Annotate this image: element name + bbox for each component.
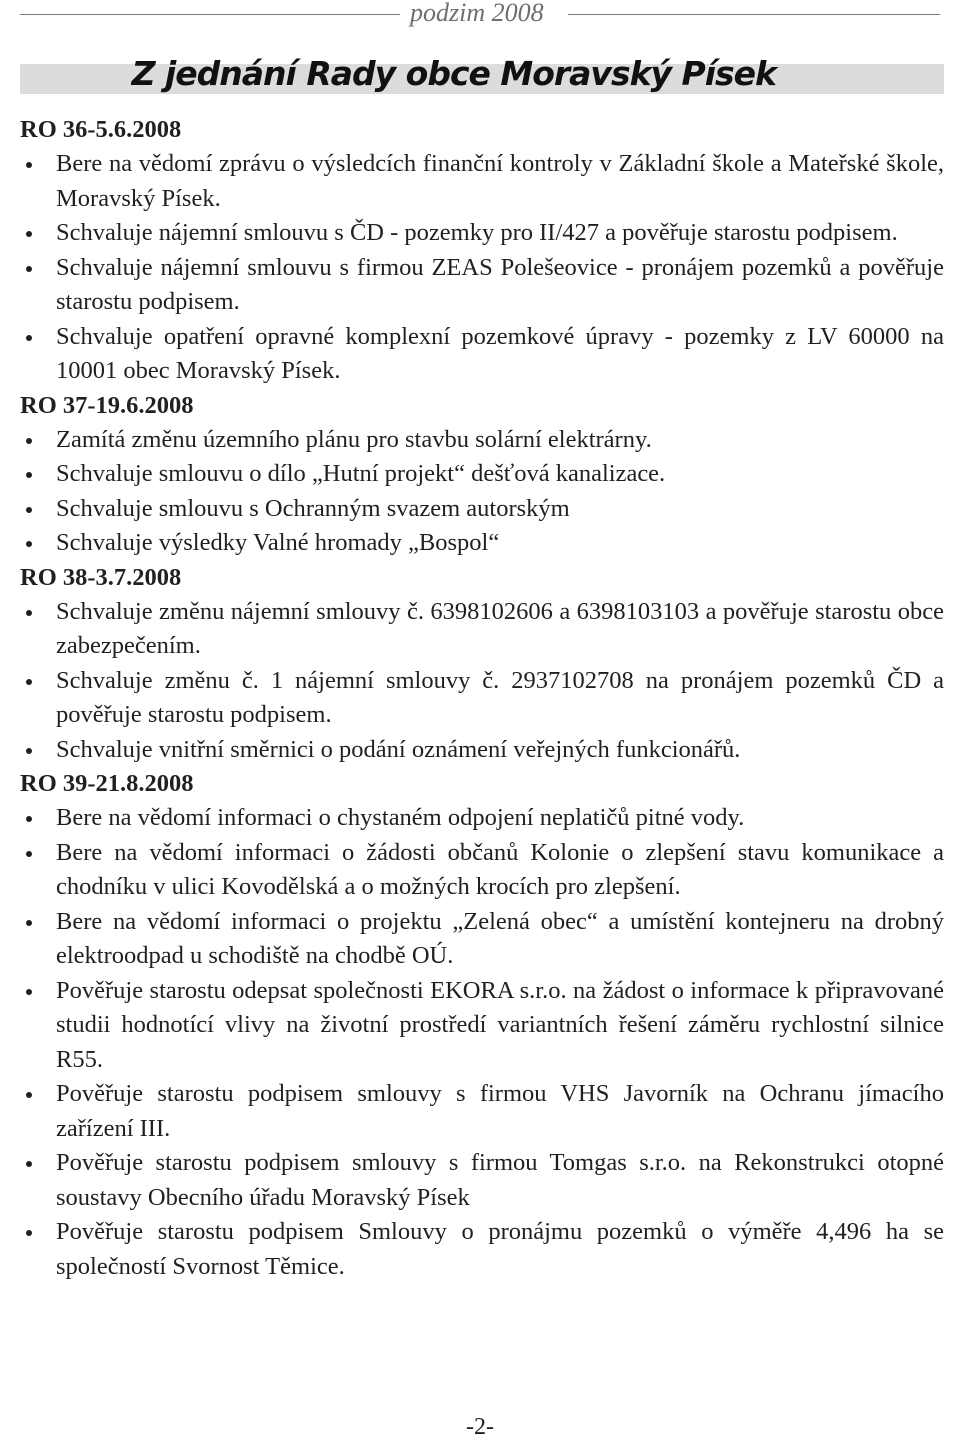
meeting-heading: RO 37-19.6.2008 — [20, 391, 194, 419]
resolution-item: Schvaluje nájemní smlouvu s firmou ZEAS Polešeovice - pronájem pozemků a pověřuje starostu podpisem. — [20, 251, 944, 320]
resolution-item: Schvaluje nájemní smlouvu s ČD - pozemky pro II/427 a pověřuje starostu podpisem. — [20, 216, 944, 251]
resolution-item: Schvaluje výsledky Valné hromady „Bospol“ — [20, 526, 944, 561]
resolution-item: Schvaluje opatření opravné komplexní pozemkové úpravy - pozemky z LV 60000 na 10001 obec Moravský Písek. — [20, 320, 944, 389]
page-header — [0, 0, 960, 34]
issue-season: podzim 2008 — [410, 0, 544, 27]
meeting-section — [20, 113, 944, 389]
resolution-item: Pověřuje starostu podpisem smlouvy s firmou Tomgas s.r.o. na Rekonstrukci otopné soustavy Obecního úřadu Moravský Písek — [20, 1146, 944, 1215]
resolution-item: Pověřuje starostu podpisem Smlouvy o pronájmu pozemků o výměře 4,496 ha se společností Svornost Těmice. — [20, 1215, 944, 1284]
resolution-list — [20, 801, 944, 1284]
resolution-item: Bere na vědomí informaci o projektu „Zelená obec“ a umístění kontejneru na drobný elektroodpad u schodiště na chodbě OÚ. — [20, 905, 944, 974]
resolution-item: Zamítá změnu územního plánu pro stavbu solární elektrárny. — [20, 423, 944, 458]
page-number: -2- — [466, 1414, 494, 1440]
meeting-heading: RO 38-3.7.2008 — [20, 563, 182, 591]
resolution-item: Pověřuje starostu podpisem smlouvy s firmou VHS Javorník na Ochranu jímacího zařízení III. — [20, 1077, 944, 1146]
meeting-section — [20, 767, 944, 1284]
resolution-item: Bere na vědomí zprávu o výsledcích finanční kontroly v Základní škole a Mateřské škole, Moravský Písek. — [20, 147, 944, 216]
title-band — [20, 54, 944, 94]
article-body — [20, 113, 944, 1284]
meeting-section — [20, 561, 944, 768]
article-title: Z jednání Rady obce Moravský Písek — [131, 54, 776, 93]
resolution-item: Schvaluje změnu nájemní smlouvy č. 6398102606 a 6398103103 a pověřuje starostu obce zabezpečením. — [20, 595, 944, 664]
resolution-item: Schvaluje změnu č. 1 nájemní smlouvy č. 2937102708 na pronájem pozemků ČD a pověřuje starostu podpisem. — [20, 664, 944, 733]
header-rule-right — [568, 14, 940, 15]
header-rule-left — [20, 14, 400, 15]
meeting-section — [20, 389, 944, 561]
resolution-item: Bere na vědomí informaci o chystaném odpojení neplatičů pitné vody. — [20, 801, 944, 836]
resolution-list — [20, 147, 944, 389]
resolution-list — [20, 595, 944, 768]
resolution-item: Schvaluje vnitřní směrnici o podání oznámení veřejných funkcionářů. — [20, 733, 944, 768]
resolution-item: Schvaluje smlouvu s Ochranným svazem autorským — [20, 492, 944, 527]
meeting-heading: RO 39-21.8.2008 — [20, 770, 194, 797]
resolution-list — [20, 423, 944, 561]
meeting-heading: RO 36-5.6.2008 — [20, 116, 182, 143]
resolution-item: Pověřuje starostu odepsat společnosti EKORA s.r.o. na žádost o informace k připravované studii hodnotící vlivy na životní prostředí variantních řešení záměru rychlostní silnice R55. — [20, 974, 944, 1078]
resolution-item: Schvaluje smlouvu o dílo „Hutní projekt“ dešťová kanalizace. — [20, 457, 944, 492]
resolution-item: Bere na vědomí informaci o žádosti občanů Kolonie o zlepšení stavu komunikace a chodníku v ulici Kovodělská a o možných krocích pro zlepšení. — [20, 836, 944, 905]
